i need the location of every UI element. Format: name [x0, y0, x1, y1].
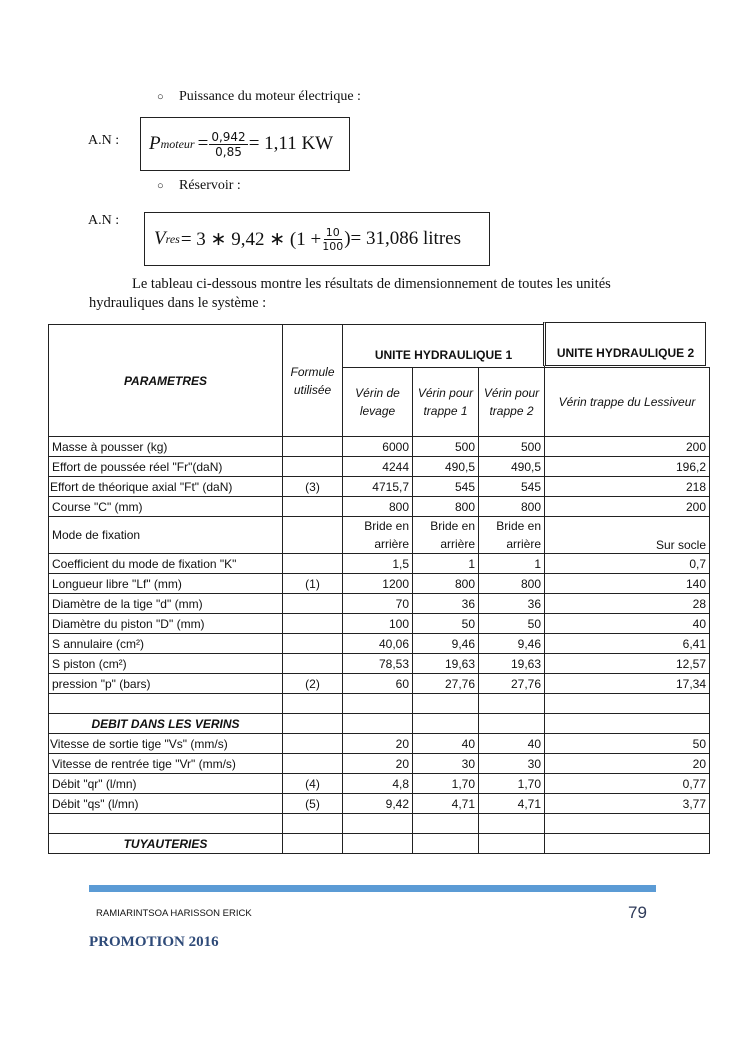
- cell-value: 0,7: [545, 554, 710, 574]
- subheader-verin-lessiveur: Vérin trappe du Lessiveur: [545, 368, 710, 437]
- formula-symbol: V: [154, 228, 166, 249]
- cell-value: Bride en arrière: [343, 517, 413, 554]
- table-row: [49, 654, 710, 674]
- cell-value: 1,5: [343, 554, 413, 574]
- cell-value: [545, 694, 710, 714]
- fraction-numerator: 10: [325, 225, 340, 239]
- header-uh2: UNITE HYDRAULIQUE 2: [543, 322, 706, 366]
- cell-value: [545, 814, 710, 834]
- cell-value: [343, 834, 413, 854]
- cell-value: [479, 694, 545, 714]
- header-parametres: PARAMETRES: [49, 325, 283, 437]
- cell-parameter: S piston (cm²): [49, 654, 283, 674]
- bullet-label: Réservoir :: [179, 178, 241, 193]
- cell-value: 9,46: [479, 634, 545, 654]
- cell-value: 140: [545, 574, 710, 594]
- cell-value: 1,70: [479, 774, 545, 794]
- table-row: [49, 754, 710, 774]
- fraction: [209, 130, 247, 159]
- fraction-denominator: 100: [322, 239, 344, 253]
- table-row: [49, 734, 710, 754]
- cell-value: [413, 714, 479, 734]
- cell-parameter: Débit "qr" (l/mn): [49, 774, 283, 794]
- cell-value: 30: [413, 754, 479, 774]
- formula-result: = 1,11 KW: [248, 133, 334, 154]
- cell-value: 4244: [343, 457, 413, 477]
- cell-value: [545, 834, 710, 854]
- cell-value: [479, 714, 545, 734]
- cell-value: 20: [343, 734, 413, 754]
- cell-formule: [283, 497, 343, 517]
- footer-promotion: PROMOTION 2016: [89, 934, 219, 950]
- table-row: [49, 634, 710, 654]
- cell-value: 20: [545, 754, 710, 774]
- table-row: [49, 614, 710, 634]
- cell-value: 4,8: [343, 774, 413, 794]
- cell-parameter: Vitesse de rentrée tige "Vr" (mm/s): [49, 754, 283, 774]
- cell-value: 4,71: [413, 794, 479, 814]
- cell-value: 40: [545, 614, 710, 634]
- cell-formule: [283, 734, 343, 754]
- cell-value: 19,63: [479, 654, 545, 674]
- fraction-denominator: 0,85: [215, 144, 242, 159]
- cell-value: 28: [545, 594, 710, 614]
- cell-value: 800: [413, 497, 479, 517]
- cell-formule: [283, 517, 343, 554]
- cell-value: 6,41: [545, 634, 710, 654]
- cell-value: 50: [413, 614, 479, 634]
- cell-parameter: Diamètre du piston "D" (mm): [49, 614, 283, 634]
- cell-value: [343, 694, 413, 714]
- table-row: [49, 477, 710, 497]
- cell-value: 27,76: [479, 674, 545, 694]
- cell-value: 1200: [343, 574, 413, 594]
- cell-formule: (3): [283, 477, 343, 497]
- cell-value: Sur socle: [545, 517, 710, 554]
- cell-value: 3,77: [545, 794, 710, 814]
- cell-value: [343, 814, 413, 834]
- paragraph-line-2: hydrauliques dans le système :: [89, 295, 267, 311]
- bullet-circle-icon: ○: [157, 180, 164, 192]
- cell-parameter: Débit "qs" (l/mn): [49, 794, 283, 814]
- cell-parameter: Course "C" (mm): [49, 497, 283, 517]
- cell-value: [545, 714, 710, 734]
- cell-parameter: DEBIT DANS LES VERINS: [49, 714, 283, 734]
- cell-value: [413, 814, 479, 834]
- cell-formule: (4): [283, 774, 343, 794]
- cell-formule: (2): [283, 674, 343, 694]
- footer-divider-bar: [89, 885, 656, 892]
- cell-value: [413, 694, 479, 714]
- table-row: [49, 497, 710, 517]
- cell-value: 78,53: [343, 654, 413, 674]
- cell-formule: (1): [283, 574, 343, 594]
- cell-parameter: Masse à pousser (kg): [49, 437, 283, 457]
- cell-parameter: Vitesse de sortie tige "Vs" (mm/s): [49, 734, 283, 754]
- cell-value: 1: [413, 554, 479, 574]
- table-row: [49, 574, 710, 594]
- cell-value: 196,2: [545, 457, 710, 477]
- formula-box-moteur: [140, 117, 350, 171]
- cell-value: 100: [343, 614, 413, 634]
- cell-formule: [283, 834, 343, 854]
- table-row: [49, 437, 710, 457]
- cell-value: 20: [343, 754, 413, 774]
- cell-parameter: [49, 814, 283, 834]
- cell-value: Bride en arrière: [413, 517, 479, 554]
- cell-parameter: S annulaire (cm²): [49, 634, 283, 654]
- cell-parameter: Longueur libre "Lf" (mm): [49, 574, 283, 594]
- cell-value: 36: [413, 594, 479, 614]
- cell-value: 30: [479, 754, 545, 774]
- cell-value: 36: [479, 594, 545, 614]
- cell-value: 800: [479, 497, 545, 517]
- cell-formule: [283, 654, 343, 674]
- cell-formule: [283, 714, 343, 734]
- fraction: [322, 226, 343, 253]
- cell-value: 200: [545, 497, 710, 517]
- table-row: [49, 517, 710, 554]
- cell-value: 490,5: [413, 457, 479, 477]
- subheader-verin-trappe-1: Vérin pour trappe 1: [413, 368, 479, 437]
- cell-formule: [283, 594, 343, 614]
- bullet-label: Puissance du moteur électrique :: [179, 89, 361, 104]
- cell-formule: [283, 437, 343, 457]
- table-row: [49, 814, 710, 834]
- cell-formule: [283, 457, 343, 477]
- cell-value: 200: [545, 437, 710, 457]
- cell-parameter: Effort de théorique axial "Ft" (daN): [49, 477, 283, 497]
- cell-formule: [283, 614, 343, 634]
- cell-value: 70: [343, 594, 413, 614]
- cell-value: [413, 834, 479, 854]
- formula-subscript: res: [165, 231, 180, 246]
- cell-value: 12,57: [545, 654, 710, 674]
- table-row: [49, 457, 710, 477]
- cell-value: 40: [479, 734, 545, 754]
- cell-formule: [283, 694, 343, 714]
- subheader-verin-levage: Vérin de levage: [343, 368, 413, 437]
- cell-value: 0,77: [545, 774, 710, 794]
- footer-page-number: 79: [628, 903, 647, 922]
- bullet-item-puissance: [157, 89, 361, 105]
- cell-value: 40: [413, 734, 479, 754]
- cell-value: 9,42: [343, 794, 413, 814]
- formula-symbol: P: [149, 133, 161, 154]
- equals-sign: =: [197, 133, 209, 154]
- cell-value: 545: [413, 477, 479, 497]
- cell-value: 50: [545, 734, 710, 754]
- cell-value: 800: [343, 497, 413, 517]
- header-uh1: UNITE HYDRAULIQUE 1: [343, 325, 545, 368]
- cell-value: [479, 814, 545, 834]
- cell-value: 40,06: [343, 634, 413, 654]
- cell-value: 60: [343, 674, 413, 694]
- table-row: [49, 594, 710, 614]
- cell-parameter: Coefficient du mode de fixation "K": [49, 554, 283, 574]
- cell-value: 1,70: [413, 774, 479, 794]
- table-row: [49, 834, 710, 854]
- cell-value: 800: [479, 574, 545, 594]
- subheader-verin-trappe-2: Vérin pour trappe 2: [479, 368, 545, 437]
- cell-formule: (5): [283, 794, 343, 814]
- fraction-numerator: 0,942: [211, 129, 246, 144]
- cell-value: 6000: [343, 437, 413, 457]
- cell-value: 9,46: [413, 634, 479, 654]
- formula-result: )= 31,086 litres: [344, 228, 461, 249]
- bullet-item-reservoir: [157, 178, 241, 194]
- cell-value: 17,34: [545, 674, 710, 694]
- cell-parameter: Effort de poussée réel "Fr"(daN): [49, 457, 283, 477]
- cell-value: 27,76: [413, 674, 479, 694]
- table-row: [49, 674, 710, 694]
- cell-parameter: TUYAUTERIES: [49, 834, 283, 854]
- cell-value: 218: [545, 477, 710, 497]
- cell-value: 800: [413, 574, 479, 594]
- table-row: [49, 774, 710, 794]
- cell-value: 490,5: [479, 457, 545, 477]
- paragraph-line-1: Le tableau ci-dessous montre les résultats de dimensionnement de toutes les unités: [132, 276, 611, 292]
- cell-value: 500: [413, 437, 479, 457]
- cell-value: 545: [479, 477, 545, 497]
- cell-value: Bride en arrière: [479, 517, 545, 554]
- bullet-circle-icon: ○: [157, 91, 164, 103]
- cell-parameter: Mode de fixation: [49, 517, 283, 554]
- footer-author: RAMIARINTSOA HARISSON ERICK: [96, 908, 252, 919]
- header-formule: Formule utilisée: [283, 325, 343, 437]
- an-label: A.N :: [88, 133, 120, 148]
- cell-value: 50: [479, 614, 545, 634]
- table-row: [49, 714, 710, 734]
- cell-value: 4715,7: [343, 477, 413, 497]
- dimensioning-table: [48, 324, 710, 854]
- cell-value: 4,71: [479, 794, 545, 814]
- an-label: A.N :: [88, 213, 120, 228]
- table-row: [49, 554, 710, 574]
- table-row: [49, 694, 710, 714]
- formula-prefix: = 3 ∗ 9,42 ∗ (1 +: [180, 228, 322, 250]
- formula-box-reservoir: [144, 212, 490, 266]
- cell-formule: [283, 554, 343, 574]
- table-row: [49, 794, 710, 814]
- cell-formule: [283, 754, 343, 774]
- cell-formule: [283, 634, 343, 654]
- formula-subscript: moteur: [160, 136, 195, 151]
- cell-value: [343, 714, 413, 734]
- cell-value: 19,63: [413, 654, 479, 674]
- cell-parameter: Diamètre de la tige "d" (mm): [49, 594, 283, 614]
- cell-value: 500: [479, 437, 545, 457]
- cell-formule: [283, 814, 343, 834]
- cell-parameter: pression "p" (bars): [49, 674, 283, 694]
- cell-value: [479, 834, 545, 854]
- cell-parameter: [49, 694, 283, 714]
- cell-value: 1: [479, 554, 545, 574]
